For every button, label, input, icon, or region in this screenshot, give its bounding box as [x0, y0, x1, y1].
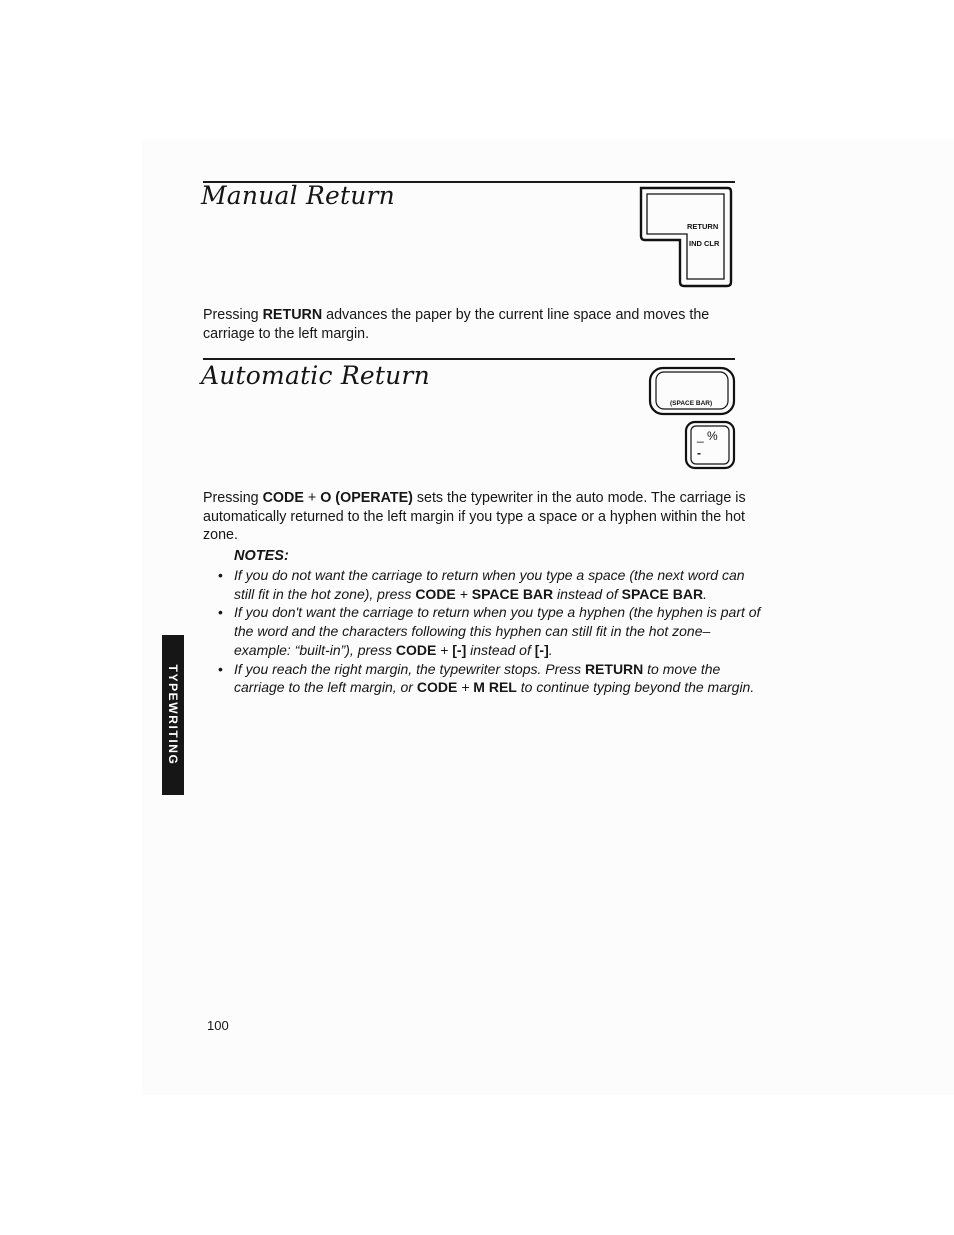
heading-automatic-return: Automatic Return: [201, 361, 430, 390]
return-key-icon: [638, 184, 734, 290]
space-bar-key-icon: [648, 366, 736, 416]
manual-return-paragraph: Pressing RETURN advances the paper by the current line space and moves the carriage to the left margin.: [203, 307, 710, 342]
section-rule-automatic: [203, 358, 735, 360]
section-side-tab: [162, 635, 184, 795]
list-item: • If you do not want the carriage to return when you type a space (the next word can still fit in the hot zone), press CODE + SPACE BAR instead of SPACE BAR.: [218, 566, 766, 603]
hyphen-key-icon: [684, 420, 736, 470]
notes-title: NOTES:: [234, 548, 289, 564]
return-key-label: RETURN: [687, 222, 719, 231]
hyphen-key-top-label: _ %: [697, 429, 718, 443]
ind-clr-key-label: IND CLR: [689, 239, 720, 248]
list-item: • If you reach the right margin, the typewriter stops. Press RETURN to move the carriage to the left margin, or CODE + M REL to continue typing beyond the margin.: [218, 660, 766, 697]
side-tab-label: TYPEWRITING: [166, 664, 180, 766]
space-bar-label: (SPACE BAR): [670, 400, 713, 407]
notes-list: [218, 566, 766, 697]
page-number: 100: [207, 1018, 229, 1033]
heading-manual-return: Manual Return: [201, 181, 395, 210]
hyphen-key-bottom-label: -: [697, 446, 701, 460]
automatic-return-paragraph: Pressing CODE + O (OPERATE) sets the typewriter in the auto mode. The carriage is automatically returned to the left margin if you type a space or a hyphen within the hot zone.: [203, 490, 746, 543]
list-item: • If you don't want the carriage to return when you type a hyphen (the hyphen is part of the word and the characters following this hyphen can still fit in the hot zone– example: “built-in”), press CODE + [-] instead of [-].: [218, 603, 766, 659]
